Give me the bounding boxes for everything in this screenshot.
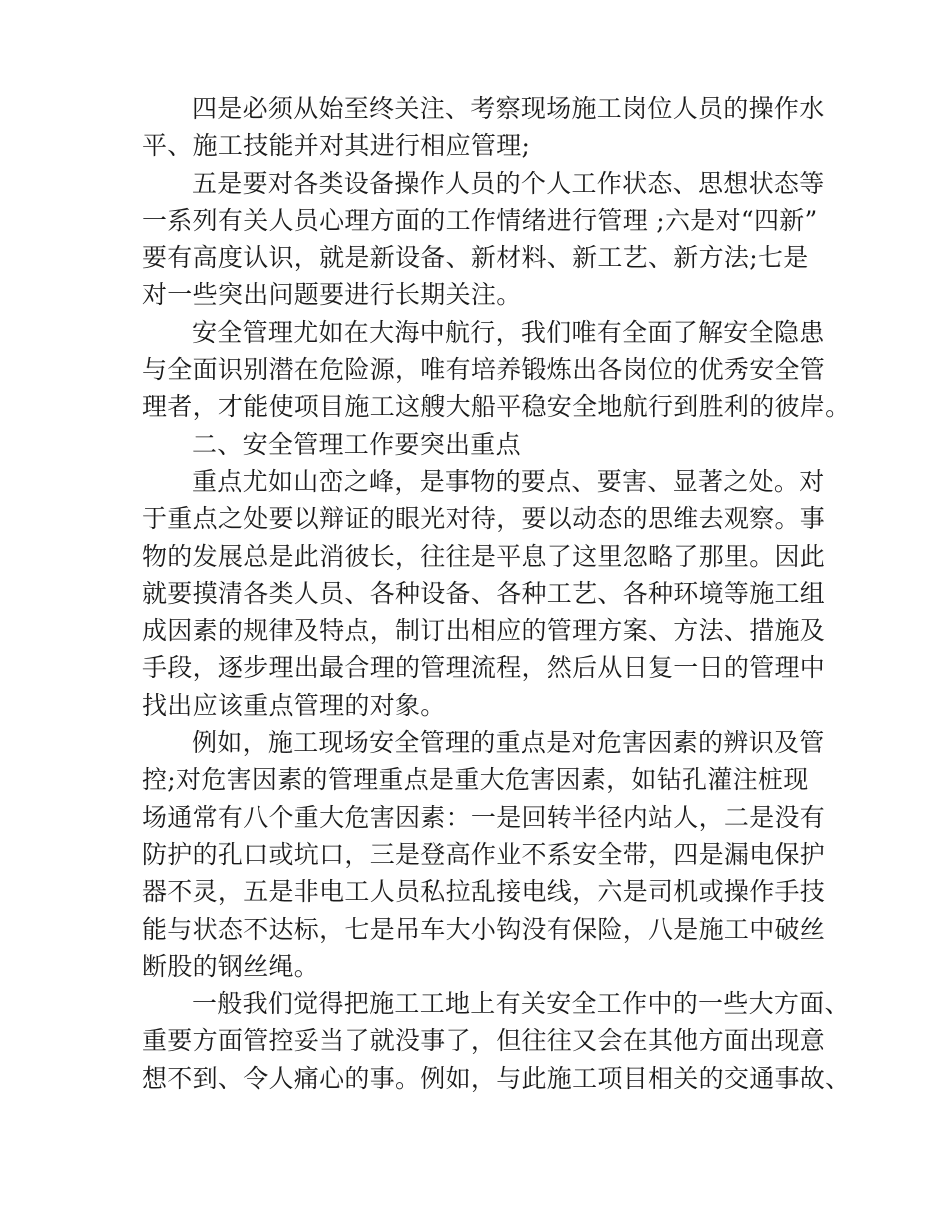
text-line: 成因素的规律及特点，制订出相应的管理方案、方法、措施及 (142, 616, 826, 646)
text-line: 对一些突出问题要进行长期关注。 (142, 280, 522, 310)
text-line: 要有高度认识，就是新设备、新材料、新工艺、新方法;七是 (142, 243, 809, 273)
text-line: 就要摸清各类人员、各种设备、各种工艺、各种环境等施工组 (142, 578, 826, 608)
text-line: 物的发展总是此消彼长，往往是平息了这里忽略了那里。因此 (142, 541, 826, 571)
text-line: 防护的孔口或坑口，三是登高作业不系安全带，四是漏电保护 (142, 839, 826, 869)
text-line: 场通常有八个重大危害因素：一是回转半径内站人，二是没有 (142, 802, 826, 832)
text-line: 五是要对各类设备操作人员的个人工作状态、思想状态等 (192, 168, 825, 198)
text-line: 与全面识别潜在危险源，唯有培养锻炼出各岗位的优秀安全管 (142, 355, 826, 385)
text-line: 手段，逐步理出最合理的管理流程，然后从日复一日的管理中 (142, 653, 826, 683)
text-line: 四是必须从始至终关注、考察现场施工岗位人员的操作水 (192, 94, 825, 123)
text-line: 一般我们觉得把施工工地上有关安全工作中的一些大方面、 (192, 989, 850, 1019)
text-line: 例如，施工现场安全管理的重点是对危害因素的辨识及管 (192, 728, 825, 758)
text-line: 理者，才能使项目施工这艘大船平稳安全地航行到胜利的彼岸。 (142, 392, 851, 422)
text-line: 安全管理尤如在大海中航行，我们唯有全面了解安全隐患 (192, 317, 825, 347)
text-line: 重点尤如山峦之峰，是事物的要点、要害、显著之处。对 (192, 466, 825, 496)
text-line: 二、安全管理工作要突出重点 (192, 429, 521, 459)
document-body (142, 90, 851, 1097)
text-line: 找出应该重点管理的对象。 (142, 690, 446, 720)
text-line: 平、施工技能并对其进行相应管理; (142, 131, 531, 161)
text-line: 器不灵，五是非电工人员私拉乱接电线，六是司机或操作手技 (142, 877, 826, 907)
text-line: 断股的钢丝绳。 (142, 951, 320, 981)
text-line: 重要方面管控妥当了就没事了，但往往又会在其他方面出现意 (142, 1026, 826, 1056)
text-line: 于重点之处要以辩证的眼光对待，要以动态的思维去观察。事 (142, 504, 826, 534)
text-line: 想不到、令人痛心的事。例如，与此施工项目相关的交通事故、 (142, 1063, 851, 1093)
text-line: 能与状态不达标，七是吊车大小钩没有保险，八是施工中破丝 (142, 914, 826, 944)
text-line: 控;对危害因素的管理重点是重大危害因素，如钻孔灌注桩现 (142, 765, 809, 795)
text-line: 一系列有关人员心理方面的工作情绪进行管理 ;六是对“四新” (142, 205, 818, 235)
